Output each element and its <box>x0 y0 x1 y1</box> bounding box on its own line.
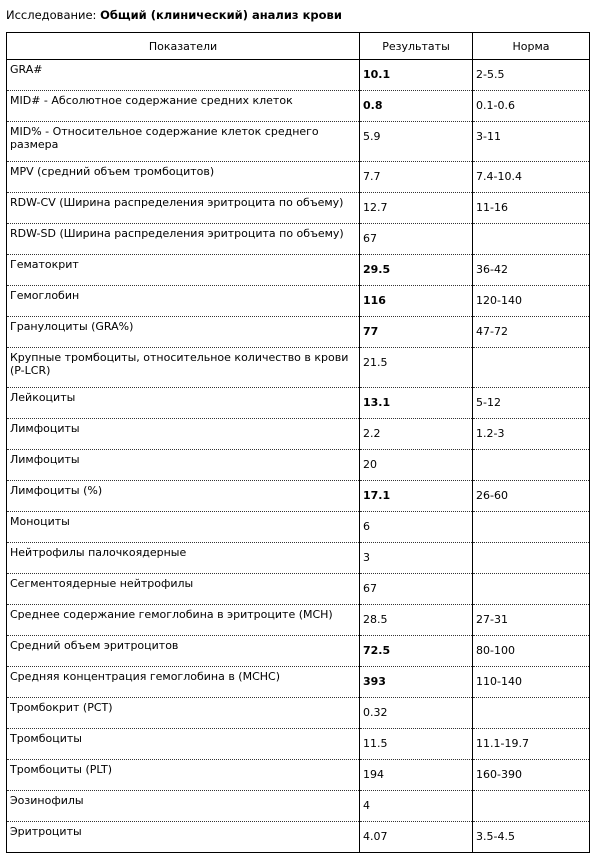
table-row <box>7 450 590 481</box>
reference-range: 47-72 <box>473 317 590 348</box>
column-header-result: Результаты <box>360 33 473 60</box>
table-row <box>7 255 590 286</box>
parameter-name: Лейкоциты <box>7 388 360 419</box>
table-row <box>7 286 590 317</box>
reference-range: 80-100 <box>473 636 590 667</box>
table-row <box>7 60 590 91</box>
result-value: 0.8 <box>360 91 473 122</box>
parameter-name: RDW-CV (Ширина распределения эритроцита по объему) <box>7 193 360 224</box>
reference-range: 160-390 <box>473 760 590 791</box>
result-value: 4.07 <box>360 822 473 853</box>
result-value: 11.5 <box>360 729 473 760</box>
result-value: 67 <box>360 224 473 255</box>
reference-range <box>473 791 590 822</box>
reference-range <box>473 450 590 481</box>
column-header-parameter: Показатели <box>7 33 360 60</box>
table-row <box>7 224 590 255</box>
table-row <box>7 193 590 224</box>
reference-range: 2-5.5 <box>473 60 590 91</box>
result-value: 72.5 <box>360 636 473 667</box>
result-value: 3 <box>360 543 473 574</box>
table-row <box>7 388 590 419</box>
table-row <box>7 729 590 760</box>
table-row <box>7 543 590 574</box>
reference-range: 0.1-0.6 <box>473 91 590 122</box>
result-value: 67 <box>360 574 473 605</box>
result-value: 7.7 <box>360 162 473 193</box>
column-header-norm: Норма <box>473 33 590 60</box>
parameter-name: Гематокрит <box>7 255 360 286</box>
result-value: 21.5 <box>360 348 473 388</box>
result-value: 6 <box>360 512 473 543</box>
table-row <box>7 574 590 605</box>
parameter-name: Тромбоциты <box>7 729 360 760</box>
parameter-name: Средний объем эритроцитов <box>7 636 360 667</box>
table-row <box>7 91 590 122</box>
result-value: 17.1 <box>360 481 473 512</box>
reference-range <box>473 512 590 543</box>
result-value: 29.5 <box>360 255 473 286</box>
reference-range: 110-140 <box>473 667 590 698</box>
reference-range <box>473 348 590 388</box>
table-row <box>7 512 590 543</box>
result-value: 5.9 <box>360 122 473 162</box>
reference-range <box>473 698 590 729</box>
table-row <box>7 791 590 822</box>
result-value: 28.5 <box>360 605 473 636</box>
parameter-name: Эритроциты <box>7 822 360 853</box>
table-row <box>7 348 590 388</box>
study-label: Исследование: <box>6 8 101 22</box>
result-value: 2.2 <box>360 419 473 450</box>
parameter-name: Тромбоциты (PLT) <box>7 760 360 791</box>
table-header-row <box>7 33 590 60</box>
table-row <box>7 822 590 853</box>
table-row <box>7 122 590 162</box>
table-row <box>7 698 590 729</box>
parameter-name: Лимфоциты <box>7 450 360 481</box>
study-title: Общий (клинический) анализ крови <box>100 8 342 22</box>
reference-range <box>473 224 590 255</box>
reference-range: 26-60 <box>473 481 590 512</box>
parameter-name: Крупные тромбоциты, относительное количество в крови (P-LCR) <box>7 348 360 388</box>
parameter-name: Нейтрофилы палочкоядерные <box>7 543 360 574</box>
table-body <box>7 60 590 853</box>
parameter-name: RDW-SD (Ширина распределения эритроцита по объему) <box>7 224 360 255</box>
parameter-name: Гемоглобин <box>7 286 360 317</box>
reference-range: 27-31 <box>473 605 590 636</box>
parameter-name: Лимфоциты (%) <box>7 481 360 512</box>
table-row <box>7 419 590 450</box>
page-title <box>6 8 342 22</box>
reference-range: 36-42 <box>473 255 590 286</box>
result-value: 4 <box>360 791 473 822</box>
table-row <box>7 317 590 348</box>
reference-range: 11.1-19.7 <box>473 729 590 760</box>
reference-range <box>473 574 590 605</box>
table-row <box>7 667 590 698</box>
reference-range: 3.5-4.5 <box>473 822 590 853</box>
reference-range: 5-12 <box>473 388 590 419</box>
table-row <box>7 760 590 791</box>
parameter-name: Средняя концентрация гемоглобина в (MCHC) <box>7 667 360 698</box>
parameter-name: Эозинофилы <box>7 791 360 822</box>
parameter-name: GRA# <box>7 60 360 91</box>
table-row <box>7 636 590 667</box>
reference-range: 1.2-3 <box>473 419 590 450</box>
table-row <box>7 162 590 193</box>
reference-range: 3-11 <box>473 122 590 162</box>
parameter-name: Лимфоциты <box>7 419 360 450</box>
results-table <box>6 32 590 853</box>
reference-range: 120-140 <box>473 286 590 317</box>
result-value: 13.1 <box>360 388 473 419</box>
table-row <box>7 605 590 636</box>
reference-range <box>473 543 590 574</box>
parameter-name: Сегментоядерные нейтрофилы <box>7 574 360 605</box>
reference-range: 11-16 <box>473 193 590 224</box>
results-table-wrapper <box>6 32 590 853</box>
result-value: 77 <box>360 317 473 348</box>
parameter-name: MID% - Относительное содержание клеток среднего размера <box>7 122 360 162</box>
parameter-name: Среднее содержание гемоглобина в эритроците (MCH) <box>7 605 360 636</box>
result-value: 20 <box>360 450 473 481</box>
result-value: 393 <box>360 667 473 698</box>
parameter-name: MID# - Абсолютное содержание средних клеток <box>7 91 360 122</box>
result-value: 12.7 <box>360 193 473 224</box>
result-value: 0.32 <box>360 698 473 729</box>
result-value: 10.1 <box>360 60 473 91</box>
result-value: 194 <box>360 760 473 791</box>
parameter-name: MPV (средний объем тромбоцитов) <box>7 162 360 193</box>
reference-range: 7.4-10.4 <box>473 162 590 193</box>
parameter-name: Тромбокрит (PCT) <box>7 698 360 729</box>
parameter-name: Моноциты <box>7 512 360 543</box>
parameter-name: Гранулоциты (GRA%) <box>7 317 360 348</box>
result-value: 116 <box>360 286 473 317</box>
table-row <box>7 481 590 512</box>
